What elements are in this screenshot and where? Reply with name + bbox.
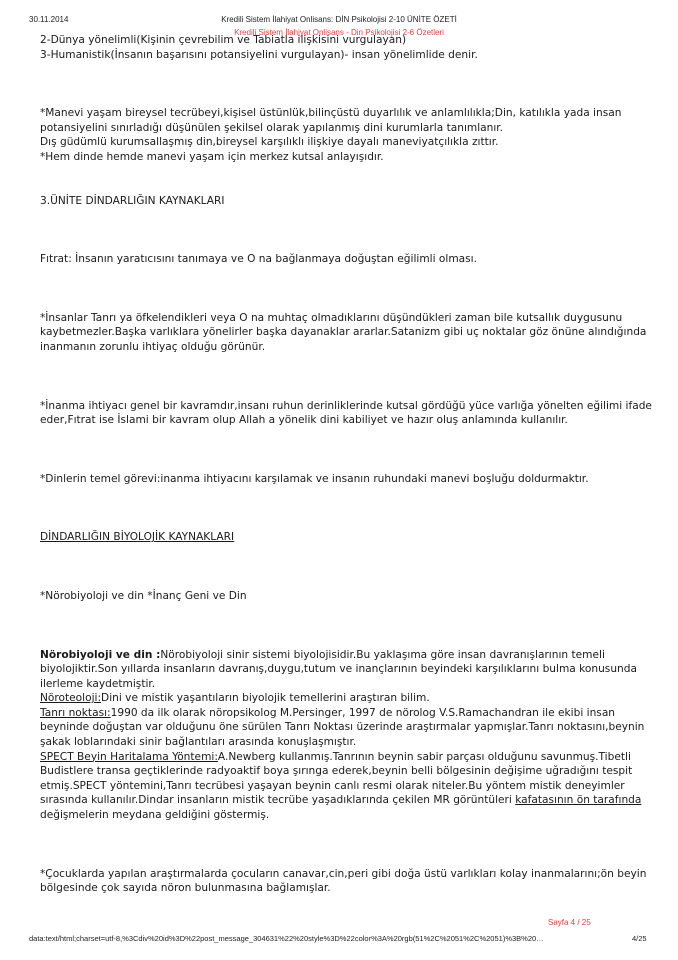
biological-sources-heading: DİNDARLIĞIN BİYOLOJİK KAYNAKLARI	[40, 531, 235, 544]
page-counter-overlay: Sayfa 4 / 25	[548, 918, 591, 927]
fitrat-definition: Fıtrat: İnsanın yaratıcısını tanımaya ve O na bağlanmaya doğuştan eğilimli olması.	[40, 253, 477, 266]
bio-topics: *Nörobiyoloji ve din *İnanç Geni ve Din	[40, 589, 247, 602]
norobiyoloji-term: Nörobiyoloji ve din :	[40, 648, 161, 661]
maneviyat-para-1: *Manevi yaşam bireysel tecrübeyi,kişisel üstünlük,bilinçüstü duyarlılık ve anlamlılıkla;Din, katılıkla yada insan potansiyelini sınırladığı düşünülen şekilsel olarak yapılanmış dini kurumlarla tanımlanır.	[40, 107, 622, 134]
norobiyoloji-text: Nörobiyoloji sinir sistemi biyolojisidir.Bu yaklaşıma göre insan davranışlarının temeli biyolojiktir.Son yıllarda insanların davranış,duygu,tutum ve inançlarının beyindeki karşılıklarını bulma konusunda ilerleme kaydetmiştir.	[40, 648, 637, 690]
inanma-para: *İnanma ihtiyacı genel bir kavramdır,insanı ruhun derinliklerinde kutsal gördüğü yüce varlığa yönelten eğilimi ifade eder,Fıtrat ise İslami bir kavram olup Allah a yönelik dini kabiliyet ve hazır oluş anlamında kullanılır.	[40, 399, 652, 427]
maneviyat-para-2: Dış güdümlü kurumsallaşmış din,bireysel karşılıklı ilişkiye dayalı maneviyatçılıkla zıttır.	[40, 136, 499, 149]
list-item-3: 3-Humanistik(İnsanın başarısını potansiyelini vurgulayan)- insan yönelimlide denir.	[40, 48, 478, 61]
spect-term: SPECT Beyin Haritalama Yöntemi:	[40, 750, 218, 763]
noroteoloji-para	[40, 691, 652, 706]
overlay-subtitle: Kredili Sistem İlahiyat Onlisans - Din Psikolojisi 2-6 Özetleri	[234, 28, 444, 37]
noroteoloji-term: Nöroteoloji:	[40, 692, 102, 705]
spect-text-1: A.Newberg kullanmış.Tanrının beynin sabir parçası olduğunu savunmuş.Tibetli Budistlere transa geçtiklerinde radyoaktif boya şırınga ederek,beynin belli bölgesinin değişime uğradığını tespit etmiş.SPECT yöntemini,Tanrı tecrübesi yaşayan beynin canlı resmi olarak niteler.Bu yöntem mistik deneyimler sırasında kullanılır.Dindar insanların mistik tecrübe yaşadıklarında çekilen MR görüntüleri	[40, 750, 633, 807]
spect-text-2: değişmelerin meydana geldiğini göstermiş.	[40, 809, 270, 822]
list-item-2: 2-Dünya yönelimli(Kişinin çevrebilim ve Tabiatla ilişkisini vurgulayan)	[40, 34, 407, 46]
spect-para	[40, 750, 652, 823]
unit-3-heading: 3.ÜNİTE DİNDARLIĞIN KAYNAKLARI	[40, 194, 225, 207]
tanri-noktasi-para	[40, 706, 652, 750]
tanri-ofke-para: *İnsanlar Tanrı ya öfkelendikleri veya O na muhtaç olmadıklarını düşündükleri zaman bile kutsallık duygusunu kaybetmezler.Başka varlıklara yönelirler başka dayanaklar ararlar.Satanizm gibi uç noktalar göz önüne alındığında inanmanın zorunlu ihtiyaç olduğu görünür.	[40, 311, 647, 353]
noroteoloji-text: Dini ve mistik yaşantıların biyolojik temellerini araştıran bilim.	[101, 692, 430, 705]
maneviyat-para-3: *Hem dinde hemde manevi yaşam için merkez kutsal anlayışıdır.	[40, 150, 384, 163]
footer-url: data:text/html;charset=utf-8,%3Cdiv%20id%3D%22post_message_304631%22%20style%3D%22color%3A%20rgb(51%2C%2051%2C%2051)%3B%20…	[29, 934, 544, 943]
dinlerin-gorevi-para: *Dinlerin temel görevi:inanma ihtiyacını karşılamak ve insanın ruhundaki manevi boşluğu doldurmaktır.	[40, 472, 589, 485]
norobiyoloji-para	[40, 648, 652, 692]
cocuklar-para: *Çocuklarda yapılan araştırmalarda çocuların canavar,cin,peri gibi doğa üstü varlıkları kolay inanmalarını;ön beyin bölgesinde çok sayıda nöron bulunmasına bağlamışlar.	[40, 867, 647, 895]
tanri-noktasi-text: 1990 da ilk olarak nöropsikolog M.Persinger, 1997 de nörolog V.S.Ramachandran ile ekibi insan beyninde doğuştan var olduğunu öne sürülen Tanrı Noktası üzerinde araştırmalar yapmışlar.Tanrı noktasını,beynin şakak loblarındaki sinir bağlantıları arasında konuşlaşmıştır.	[40, 706, 645, 749]
tanri-noktasi-term: Tanrı noktası:	[40, 706, 111, 719]
footer-page-number: 4/25	[632, 934, 647, 943]
document-body	[40, 33, 652, 896]
print-date: 30.11.2014	[29, 15, 69, 24]
spect-link[interactable]: kafatasının ön tarafında	[515, 794, 642, 807]
print-title: Kredili Sistem İlahiyat Onlisans: DİN Psikolojisi 2-10 ÜNİTE ÖZETİ	[221, 15, 457, 24]
